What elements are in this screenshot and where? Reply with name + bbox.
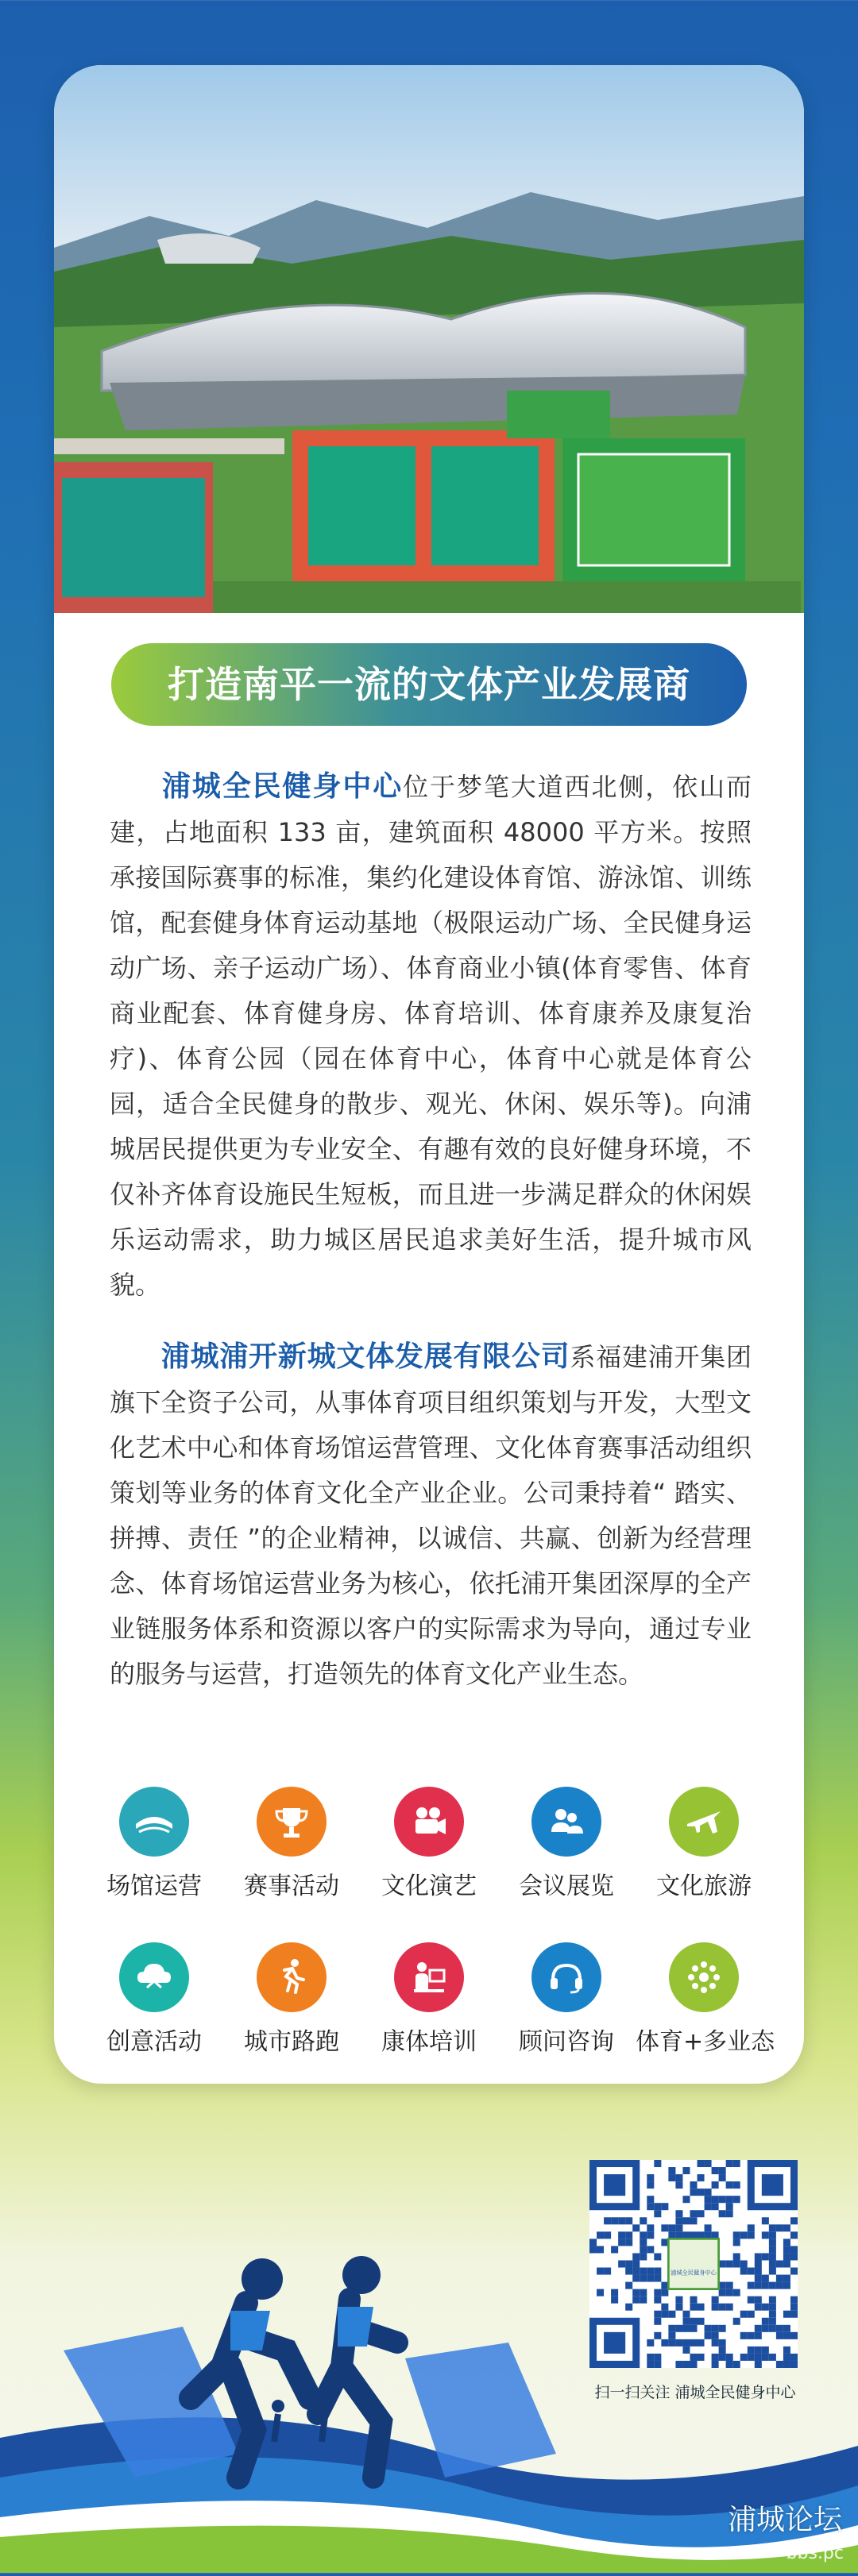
services-row-2 xyxy=(86,1942,775,2057)
stadium-icon xyxy=(119,1787,189,1857)
service-label: 创意活动 xyxy=(106,2028,202,2056)
service-label: 会议展览 xyxy=(519,1872,614,1900)
center-description: 位于梦笔大道西北侧，依山而建，占地面积 133 亩，建筑面积 48000 平方米。按照承接国际赛事的标准，集约化建设体育馆、游泳馆、训练馆，配套健身体育运动基地（极限运动广场、全民健身运动广场、亲子运动广场）、体育商业小镇(体育零售、体育商业配套、体育健身房、体育培训、体育康养及康复治疗)、体育公园（园在体育中心，体育中心就是体育公园，适合全民健身的散步、观光、休闲、娱乐等)。向浦城居民提供更为专业安全、有趣有效的良好健身环境，不仅补齐体育设施民生短板，而且进一步满足群众的休闲娱乐运动需求，助力城区居民追求美好生活，提升城市风貌。 xyxy=(110,772,752,1300)
watermark-text: 浦城论坛 xyxy=(727,2504,842,2536)
service-label: 文化旅游 xyxy=(656,1872,752,1900)
qr-code[interactable] xyxy=(589,2160,798,2368)
service-fitness-training xyxy=(361,1942,497,2057)
service-tourism xyxy=(636,1787,772,1901)
qr-center-logo-text xyxy=(671,2269,717,2277)
stadium-aerial-photo xyxy=(54,65,804,613)
service-label: 场馆运营 xyxy=(106,1872,202,1900)
service-consulting xyxy=(498,1942,635,2057)
center-intro-paragraph xyxy=(110,764,752,1308)
service-label: 康体培训 xyxy=(381,2028,477,2056)
qr-center-logo xyxy=(668,2239,718,2289)
banner-title: 打造南平一流的文体产业发展商 xyxy=(111,643,747,726)
service-exhibition xyxy=(498,1787,635,1901)
service-creative xyxy=(86,1942,222,2057)
service-label: 城市路跑 xyxy=(244,2028,339,2056)
headset-icon xyxy=(531,1942,601,2012)
watermark-url: bbs.pc xyxy=(786,2543,844,2563)
qr-caption: 扫一扫关注 浦城全民健身中心 xyxy=(594,2384,796,2401)
airplane-icon xyxy=(669,1787,739,1857)
service-label: 顾问咨询 xyxy=(519,2028,614,2056)
service-city-run xyxy=(223,1942,360,2057)
dots-icon xyxy=(669,1942,739,2012)
trophy-icon xyxy=(257,1787,327,1857)
creative-icon xyxy=(119,1942,189,2012)
company-intro-paragraph xyxy=(110,1334,752,1697)
company-description: 系福建浦开集团旗下全资子公司，从事体育项目组织策划与开发，大型文化艺术中心和体育场馆运营管理、文化体育赛事活动组织策划等业务的体育文化全产业企业。公司秉持着“ 踏实、拼搏、责任 ”的企业精神，以诚信、共赢、创新为经营理念、体育场馆运营业务为核心，依托浦开集团深厚的全产业链服务体系和资源以客户的实际需求为导向，通过专业的服务与运营，打造领先的体育文化产业生态。 xyxy=(110,1342,752,1689)
camera-icon xyxy=(394,1787,464,1857)
people-icon xyxy=(531,1787,601,1857)
service-performance xyxy=(361,1787,497,1901)
center-name: 浦城全民健身中心 xyxy=(160,770,404,803)
service-sports-plus xyxy=(636,1942,775,2057)
service-label: 赛事活动 xyxy=(244,1872,339,1900)
services-row-1 xyxy=(86,1787,772,1901)
runner-icon xyxy=(257,1942,327,2012)
service-label: 体育+多业态 xyxy=(636,2028,775,2056)
service-label: 文化演艺 xyxy=(381,1872,477,1900)
service-venue-operation xyxy=(86,1787,222,1901)
training-icon xyxy=(394,1942,464,2012)
info-card xyxy=(54,65,804,2084)
company-name: 浦城浦开新城文体发展有限公司 xyxy=(160,1340,570,1373)
service-events xyxy=(223,1787,360,1901)
services-grid xyxy=(86,1787,775,2084)
